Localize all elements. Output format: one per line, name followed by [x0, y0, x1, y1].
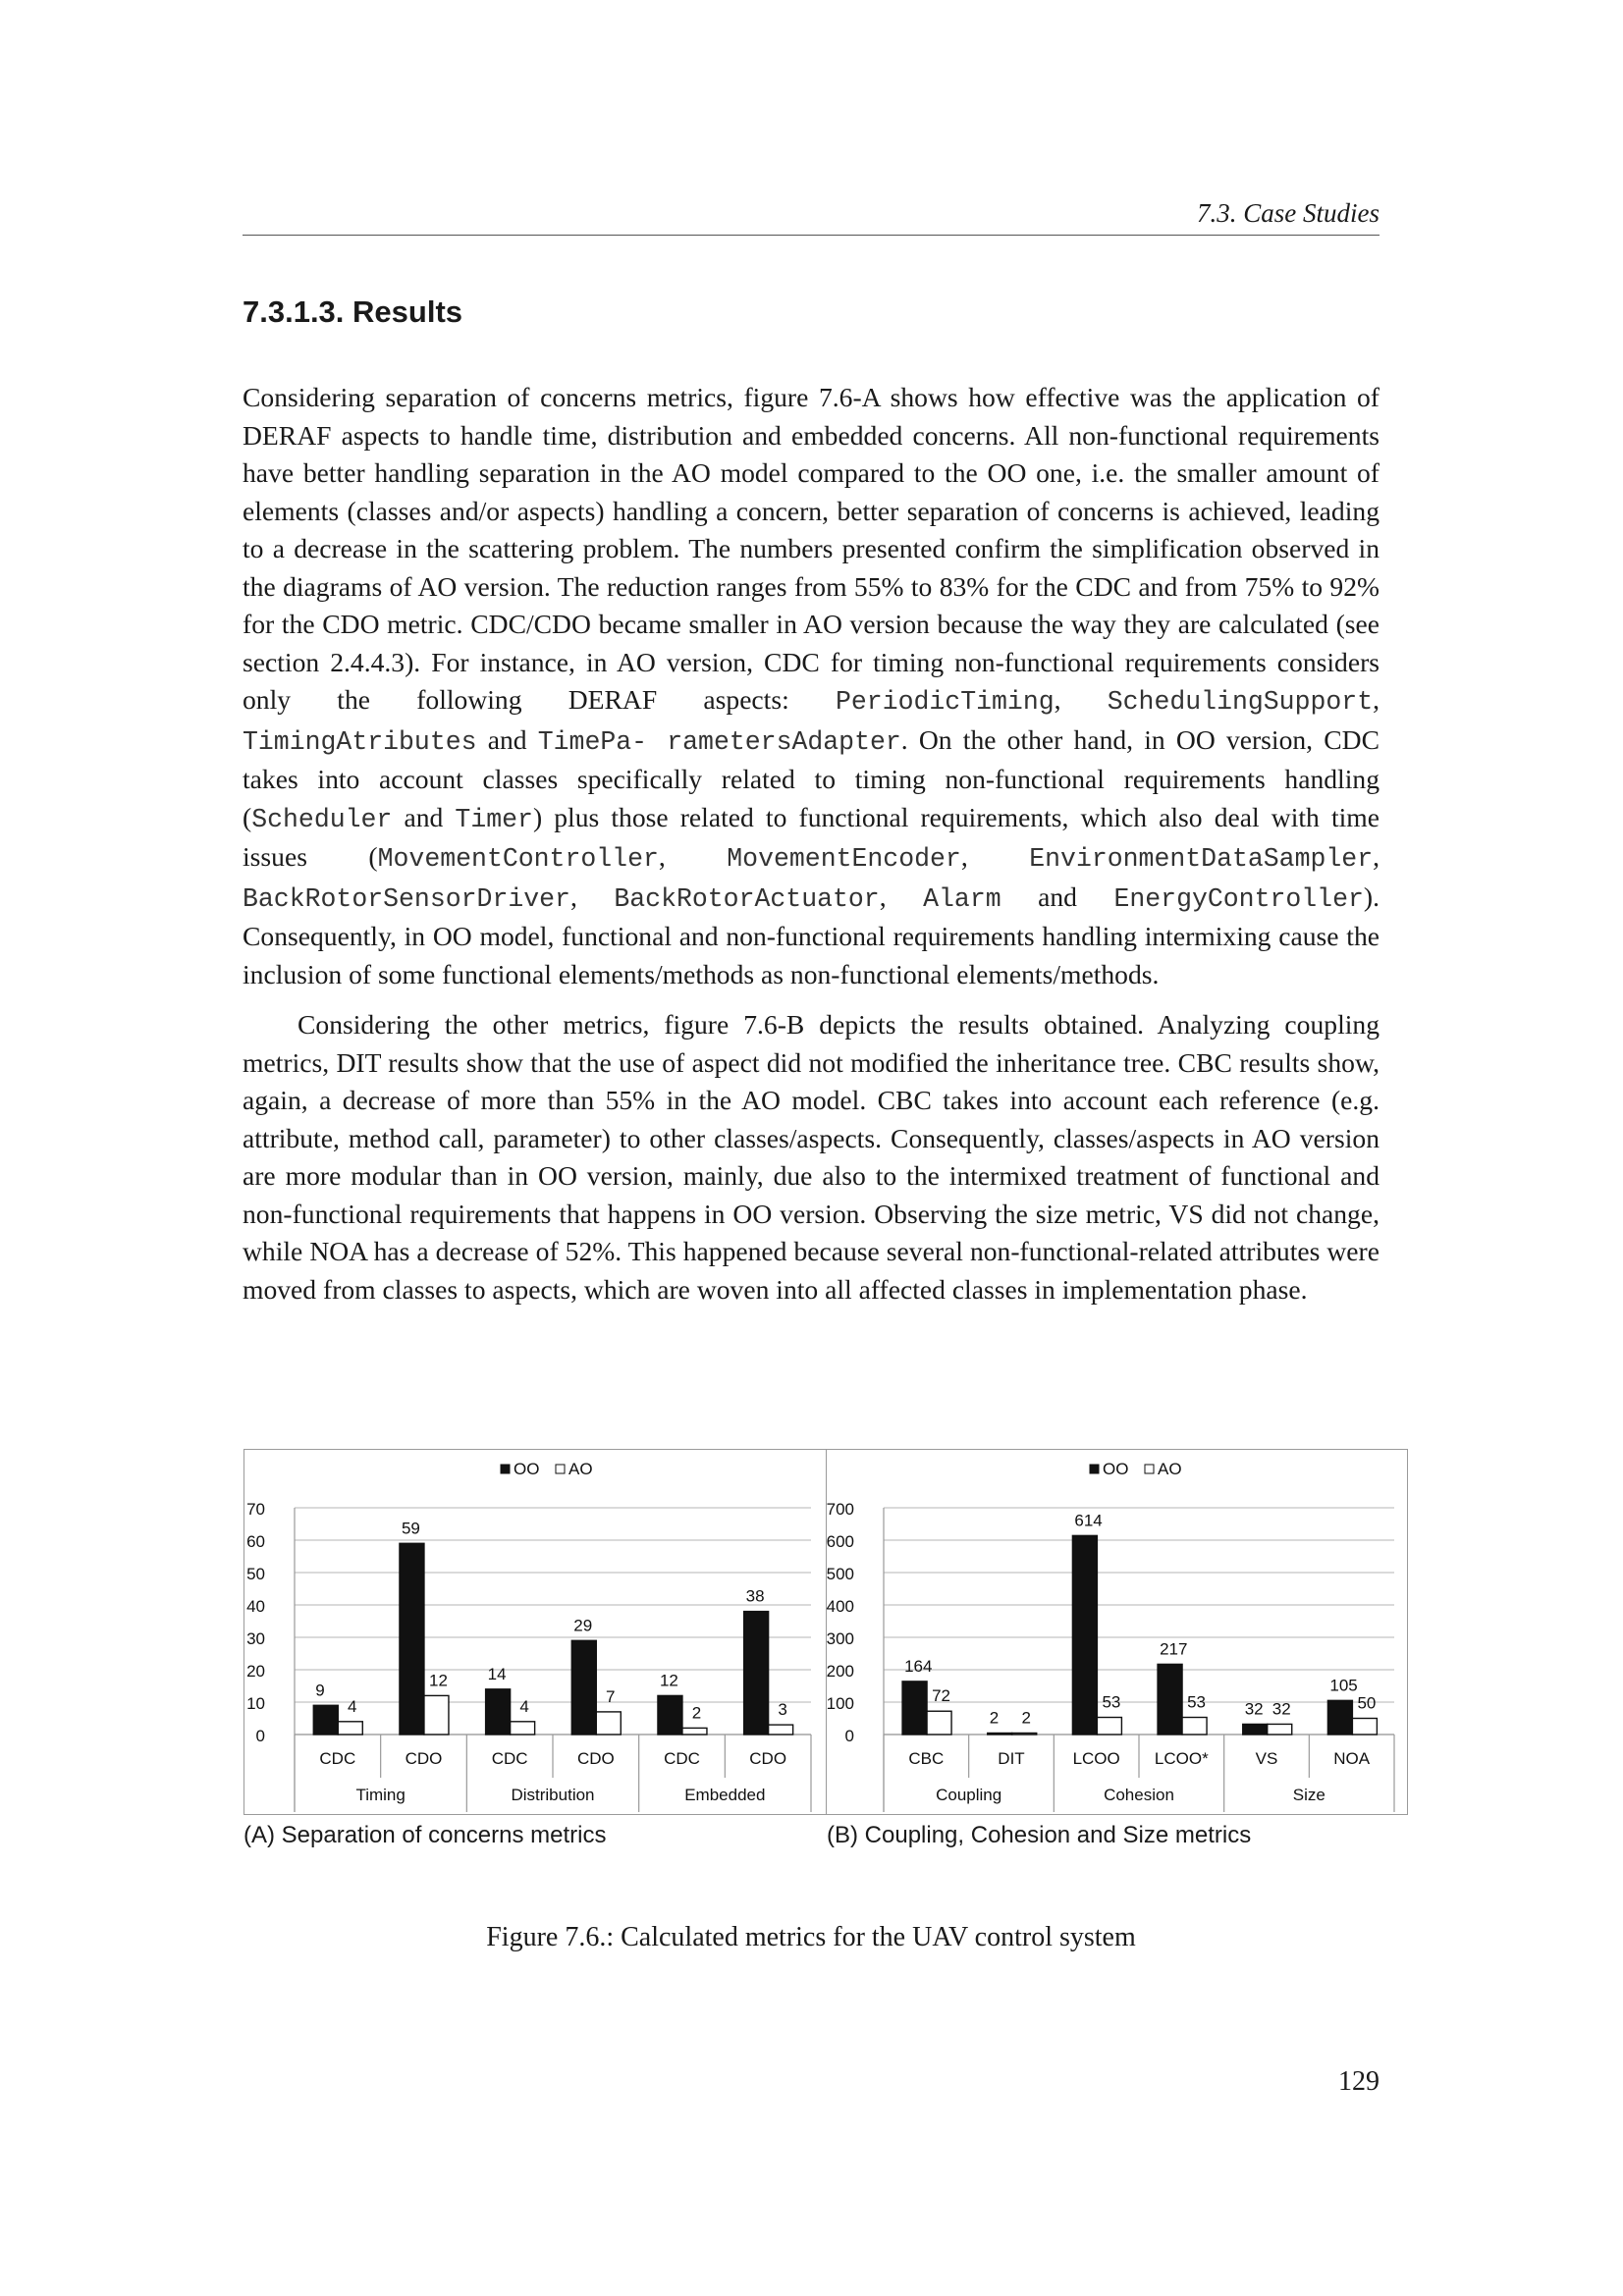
legend-label-ao: AO	[1158, 1460, 1182, 1478]
data-label-ao: 53	[1187, 1692, 1207, 1712]
bar-oo	[658, 1695, 682, 1735]
y-tick-label: 30	[246, 1629, 265, 1648]
category-label: LCOO*	[1154, 1749, 1209, 1768]
text-run: Considering separation of concerns metrics, figure 7.6-A shows how effective was the application of DERAF aspects to handle time, distribution and embedded concerns. All non-functional requirements have better handling separation in the AO model compared to the OO one, i.e. the smaller amount of elements (classes and/or aspects) handling a concern, better separation of concerns is achieved, leading to a decrease in the scattering problem. The numbers presented confirm the simplification observed in the diagrams of AO version. The reduction ranges from 55% to 83% for the CDC and from 75% to 92% for the CDO metric. CDC/CDO became smaller in AO version because the way they are calculated (see section 2.4.4.3). For instance, in AO version, CDC for timing non-functional requirements considers only the following DERAF aspects:	[243, 382, 1380, 715]
legend-label-ao: AO	[568, 1460, 593, 1478]
bar-ao	[1182, 1718, 1207, 1735]
figure-charts	[243, 1449, 1408, 1815]
code-periodic-timing: PeriodicTiming	[835, 687, 1055, 717]
code-timing-atributes: TimingAtributes	[243, 726, 477, 757]
data-label-oo: 29	[573, 1616, 593, 1635]
data-label-oo: 14	[487, 1664, 507, 1683]
code-movement-encoder: MovementEncoder	[727, 844, 961, 874]
subcaption-a: (A) Separation of concerns metrics	[243, 1822, 607, 1848]
text-run: and	[392, 801, 456, 832]
y-tick-label: 300	[826, 1629, 854, 1648]
paragraph-1	[243, 379, 1380, 993]
data-label-ao: 32	[1271, 1699, 1291, 1719]
category-label: CDO	[749, 1749, 787, 1768]
group-label: Timing	[355, 1786, 406, 1804]
bar-oo	[1243, 1724, 1268, 1735]
code-alarm: Alarm	[923, 883, 1001, 914]
bar-ao	[1097, 1718, 1121, 1735]
data-label-ao: 2	[1021, 1708, 1031, 1728]
bar-ao	[424, 1695, 449, 1735]
bar-ao	[682, 1728, 707, 1735]
data-label-ao: 4	[519, 1696, 529, 1716]
y-tick-label: 10	[246, 1694, 265, 1713]
bar-oo	[571, 1640, 596, 1735]
text-run: ,	[1054, 684, 1108, 715]
category-label: DIT	[998, 1749, 1025, 1768]
bar-oo	[902, 1682, 927, 1735]
bar-oo	[988, 1734, 1012, 1735]
category-label: CDC	[491, 1749, 528, 1768]
category-label: CDC	[319, 1749, 356, 1768]
bar-ao	[338, 1722, 362, 1735]
y-tick-label: 200	[826, 1662, 854, 1681]
bar-ao	[1268, 1724, 1292, 1735]
y-tick-label: 400	[826, 1597, 854, 1616]
data-label-ao: 12	[428, 1671, 448, 1690]
data-label-ao: 72	[932, 1686, 951, 1706]
group-label: Coupling	[936, 1786, 1002, 1804]
section-heading: 7.3.1.3. Results	[243, 294, 463, 329]
category-label: CDC	[664, 1749, 700, 1768]
y-tick-label: 60	[246, 1532, 265, 1551]
category-label: VS	[1255, 1749, 1278, 1768]
group-label: Size	[1292, 1786, 1325, 1804]
text-run: ). Consequently, in OO model, functional and non-functional requirements handling intermixing cause the inclusion of some functional elements/methods as non-functional elements/methods.	[243, 881, 1380, 989]
bar-ao	[1352, 1719, 1377, 1735]
legend-swatch-ao	[556, 1465, 565, 1473]
legend-label-oo: OO	[1103, 1460, 1129, 1478]
data-label-oo: 217	[1160, 1639, 1188, 1659]
bar-oo	[1327, 1700, 1352, 1735]
running-head: 7.3. Case Studies	[243, 195, 1380, 236]
paragraph-2: Considering the other metrics, figure 7.6-B depicts the results obtained. Analyzing coupling metrics, DIT results show that the use of aspect did not modified the inheritance tree. CBC results show, again, a decrease of more than 55% in the AO model. CBC takes into account each reference (e.g. attribute, method call, parameter) to other classes/aspects. Consequently, classes/aspects in AO version are more modular than in OO version, mainly, due also to the intermixed treatment of functional and non-functional requirements that happens in OO version. Observing the size metric, VS did not change, while NOA has a decrease of 52%. This happened because several non-functional-related attributes were moved from classes to aspects, which are woven into all affected classes in implementation phase.	[243, 1009, 1380, 1305]
bar-oo	[744, 1612, 769, 1735]
text-run: ,	[879, 881, 924, 912]
group-label: Embedded	[684, 1786, 766, 1804]
text-run: ,	[960, 841, 1030, 872]
bar-ao	[511, 1722, 535, 1735]
text-run: and	[476, 723, 538, 755]
text-run: . On the other hand, in OO version, CDC takes into account classes specifically related to timing non-functional requirements handling (	[243, 723, 1380, 832]
y-tick-label: 500	[826, 1565, 854, 1583]
bar-oo	[486, 1689, 511, 1735]
bar-oo	[1072, 1535, 1097, 1735]
bar-oo	[313, 1705, 338, 1735]
data-label-oo: 105	[1329, 1676, 1358, 1695]
y-tick-label: 0	[844, 1727, 854, 1745]
category-label: CDO	[576, 1749, 615, 1768]
category-label: CDO	[405, 1749, 443, 1768]
bar-ao	[1012, 1734, 1037, 1735]
data-label-oo: 59	[401, 1519, 420, 1538]
category-label: LCOO	[1072, 1749, 1120, 1768]
group-label: Distribution	[511, 1786, 595, 1804]
code-time-parameters-adapter: TimePa- rametersAdapter	[537, 726, 901, 757]
subcaption-b: (B) Coupling, Cohesion and Size metrics	[827, 1822, 1252, 1848]
bar-oo	[1158, 1664, 1182, 1735]
y-tick-label: 40	[246, 1597, 265, 1616]
text-run: and	[1001, 881, 1114, 912]
data-label-oo: 12	[659, 1671, 678, 1690]
code-timer: Timer	[455, 804, 533, 834]
data-label-oo: 2	[989, 1708, 1000, 1728]
data-label-ao: 7	[606, 1686, 616, 1706]
data-label-ao: 3	[778, 1700, 787, 1720]
bar-ao	[596, 1712, 621, 1735]
legend-swatch-oo	[501, 1465, 510, 1473]
data-label-ao: 2	[691, 1703, 702, 1723]
category-label: NOA	[1333, 1749, 1371, 1768]
data-label-oo: 164	[904, 1656, 933, 1676]
legend-swatch-oo	[1090, 1465, 1099, 1473]
code-back-rotor-sensor-driver: BackRotorSensorDriver	[243, 883, 570, 914]
code-energy-controller: EnergyController	[1113, 883, 1364, 914]
code-movement-controller: MovementController	[377, 844, 659, 874]
y-tick-label: 600	[826, 1532, 854, 1551]
text-run: ) plus those related to functional requirements, which also deal with time issues (	[243, 801, 1380, 872]
y-tick-label: 100	[826, 1694, 854, 1713]
data-label-oo: 614	[1074, 1511, 1103, 1530]
code-scheduler: Scheduler	[251, 804, 393, 834]
data-label-oo: 32	[1244, 1699, 1264, 1719]
data-label-ao: 53	[1102, 1692, 1121, 1712]
bar-oo	[400, 1543, 424, 1735]
bar-ao	[769, 1725, 793, 1735]
data-label-ao: 4	[348, 1696, 357, 1716]
group-label: Cohesion	[1104, 1786, 1174, 1804]
code-environment-data-sampler: EnvironmentDataSampler	[1029, 844, 1374, 874]
legend-swatch-ao	[1145, 1465, 1154, 1473]
text-run: ,	[1373, 684, 1380, 715]
data-label-oo: 9	[315, 1681, 325, 1700]
y-tick-label: 70	[246, 1500, 265, 1519]
code-scheduling-support: SchedulingSupport	[1107, 687, 1374, 717]
data-label-ao: 50	[1357, 1693, 1377, 1713]
y-tick-label: 0	[255, 1727, 265, 1745]
code-back-rotor-actuator: BackRotorActuator	[614, 883, 880, 914]
text-run: ,	[569, 881, 615, 912]
body-text	[243, 379, 1380, 1321]
data-label-oo: 38	[745, 1586, 765, 1606]
category-label: CBC	[908, 1749, 945, 1768]
y-tick-label: 50	[246, 1565, 265, 1583]
bar-ao	[927, 1711, 951, 1735]
legend-label-oo: OO	[514, 1460, 540, 1478]
y-tick-label: 700	[826, 1500, 854, 1519]
page-number: 129	[1338, 2066, 1380, 2097]
figure-caption: Figure 7.6.: Calculated metrics for the UAV control system	[486, 1922, 1136, 1952]
y-tick-label: 20	[246, 1662, 265, 1681]
text-run: ,	[658, 841, 728, 872]
text-run: ,	[1373, 841, 1380, 872]
